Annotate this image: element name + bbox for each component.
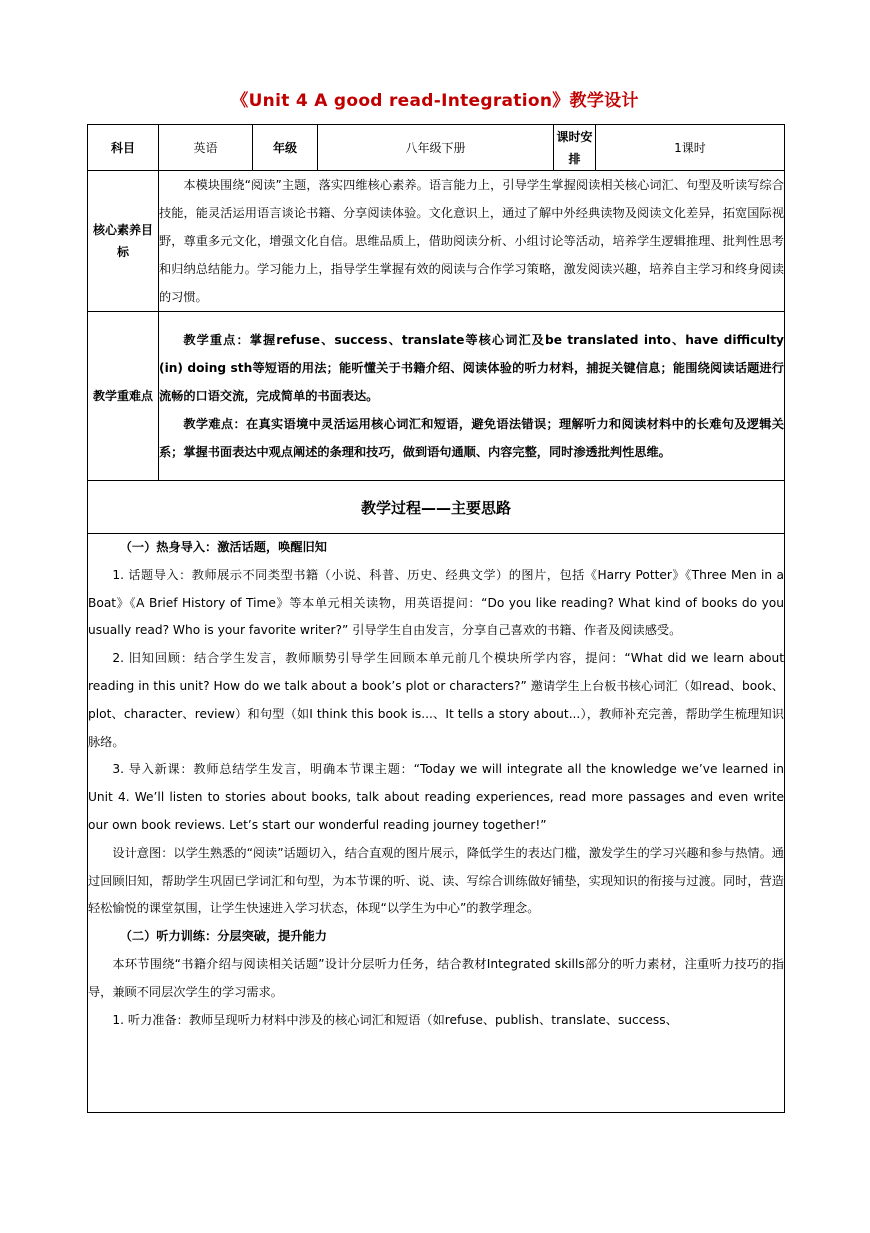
document-title: 《Unit 4 A good read-Integration》教学设计 bbox=[231, 91, 639, 111]
process-paragraph: 3. 导入新课：教师总结学生发言，明确本节课主题：“Today we will integrate all the knowledge we’ve learned in Unit 4. We’ll listen to stories about books, talk about reading experiences, read more passages and even write our own book reviews. Let’s start our wonderful reading journey together!” bbox=[88, 762, 784, 832]
process-paragraph: 本环节围绕“书籍介绍与阅读相关话题”设计分层听力任务，结合教材Integrated skills部分的听力素材，注重听力技巧的指导，兼顾不同层次学生的学习需求。 bbox=[88, 956, 784, 999]
process-section-title: 教学过程——主要思路 bbox=[88, 481, 785, 534]
design-intent-paragraph: 设计意图：以学生熟悉的“阅读”话题切入，结合直观的图片展示，降低学生的表达门槛，激发学生的学习兴趣和参与热情。通过回顾旧知，帮助学生巩固已学词汇和句型，为本节课的听、说、读、写综合训练做好铺垫，实现知识的衔接与过渡。同时，营造轻松愉悦的课堂氛围，让学生快速进入学习状态，体现“以学生为中心”的教学理念。 bbox=[88, 845, 784, 916]
key-points-text: 教学重点：掌握refuse、success、translate等核心词汇及be translated into、have difficulty (in) doing sth等短语的用法；能听懂关于书籍介绍、阅读体验的听力材料，捕捉关键信息；能围绕阅读话题进行流畅的口语交流，完成简单的书面表达。 bbox=[159, 333, 784, 403]
key-points-row bbox=[88, 312, 785, 481]
lesson-plan-table bbox=[87, 124, 785, 1113]
part1-heading: （一）热身导入：激活话题，唤醒旧知 bbox=[119, 540, 327, 554]
part2-heading: （二）听力训练：分层突破，提升能力 bbox=[119, 929, 327, 944]
key-points-label: 教学重难点 bbox=[88, 312, 159, 481]
core-goals-label: 核心素养目标 bbox=[88, 171, 159, 312]
process-paragraph: 1. 听力准备：教师呈现听力材料中涉及的核心词汇和短语（如refuse、publish、translate、success、 bbox=[112, 1012, 678, 1027]
core-goals-text: 本模块围绕“阅读”主题，落实四维核心素养。语言能力上，引导学生掌握阅读相关核心词汇、句型及听读写综合技能，能灵活运用语言谈论书籍、分享阅读体验。文化意识上，通过了解中外经典读物及阅读文化差异，拓宽国际视野，尊重多元文化，增强文化自信。思维品质上，借助阅读分析、小组讨论等活动，培养学生逻辑推理、批判性思考和归纳总结能力。学习能力上，指导学生掌握有效的阅读与合作学习策略，激发阅读兴趣，培养自主学习和终身阅读的习惯。 bbox=[159, 171, 785, 312]
key-points-cell bbox=[159, 312, 785, 481]
process-title-row bbox=[88, 481, 785, 534]
header-row bbox=[88, 125, 785, 171]
hours-label: 课时安排 bbox=[554, 125, 596, 171]
hours-value: 1课时 bbox=[596, 125, 785, 171]
core-goals-row bbox=[88, 171, 785, 312]
subject-value: 英语 bbox=[159, 125, 253, 171]
process-content-row bbox=[88, 534, 785, 1113]
process-content bbox=[88, 534, 785, 1113]
process-paragraph: 2. 旧知回顾：结合学生发言，教师顺势引导学生回顾本单元前几个模块所学内容，提问：“What did we learn about reading in this unit? How do we talk about a book’s plot or characters?” 邀请学生上台板书核心词汇（如read、book、plot、character、review）和句型（如I think this book is...、It tells a story about...），教师补充完善，帮助学生梳理知识脉络。 bbox=[88, 651, 784, 749]
process-paragraph: 1. 话题导入：教师展示不同类型书籍（小说、科普、历史、经典文学）的图片，包括《Harry Potter》《Three Men in a Boat》《A Brief History of Time》等本单元相关读物，用英语提问：“Do you like reading? What kind of books do you usually read? Who is your favorite writer?” 引导学生自由发言，分享自己喜欢的书籍、作者及阅读感受。 bbox=[88, 567, 784, 638]
subject-label: 科目 bbox=[88, 125, 159, 171]
grade-value: 八年级下册 bbox=[318, 125, 554, 171]
grade-label: 年级 bbox=[253, 125, 318, 171]
difficult-points-text: 教学难点：在真实语境中灵活运用核心词汇和短语，避免语法错误；理解听力和阅读材料中的长难句及逻辑关系；掌握书面表达中观点阐述的条理和技巧，做到语句通顺、内容完整，同时渗透批判性思维。 bbox=[159, 417, 784, 459]
